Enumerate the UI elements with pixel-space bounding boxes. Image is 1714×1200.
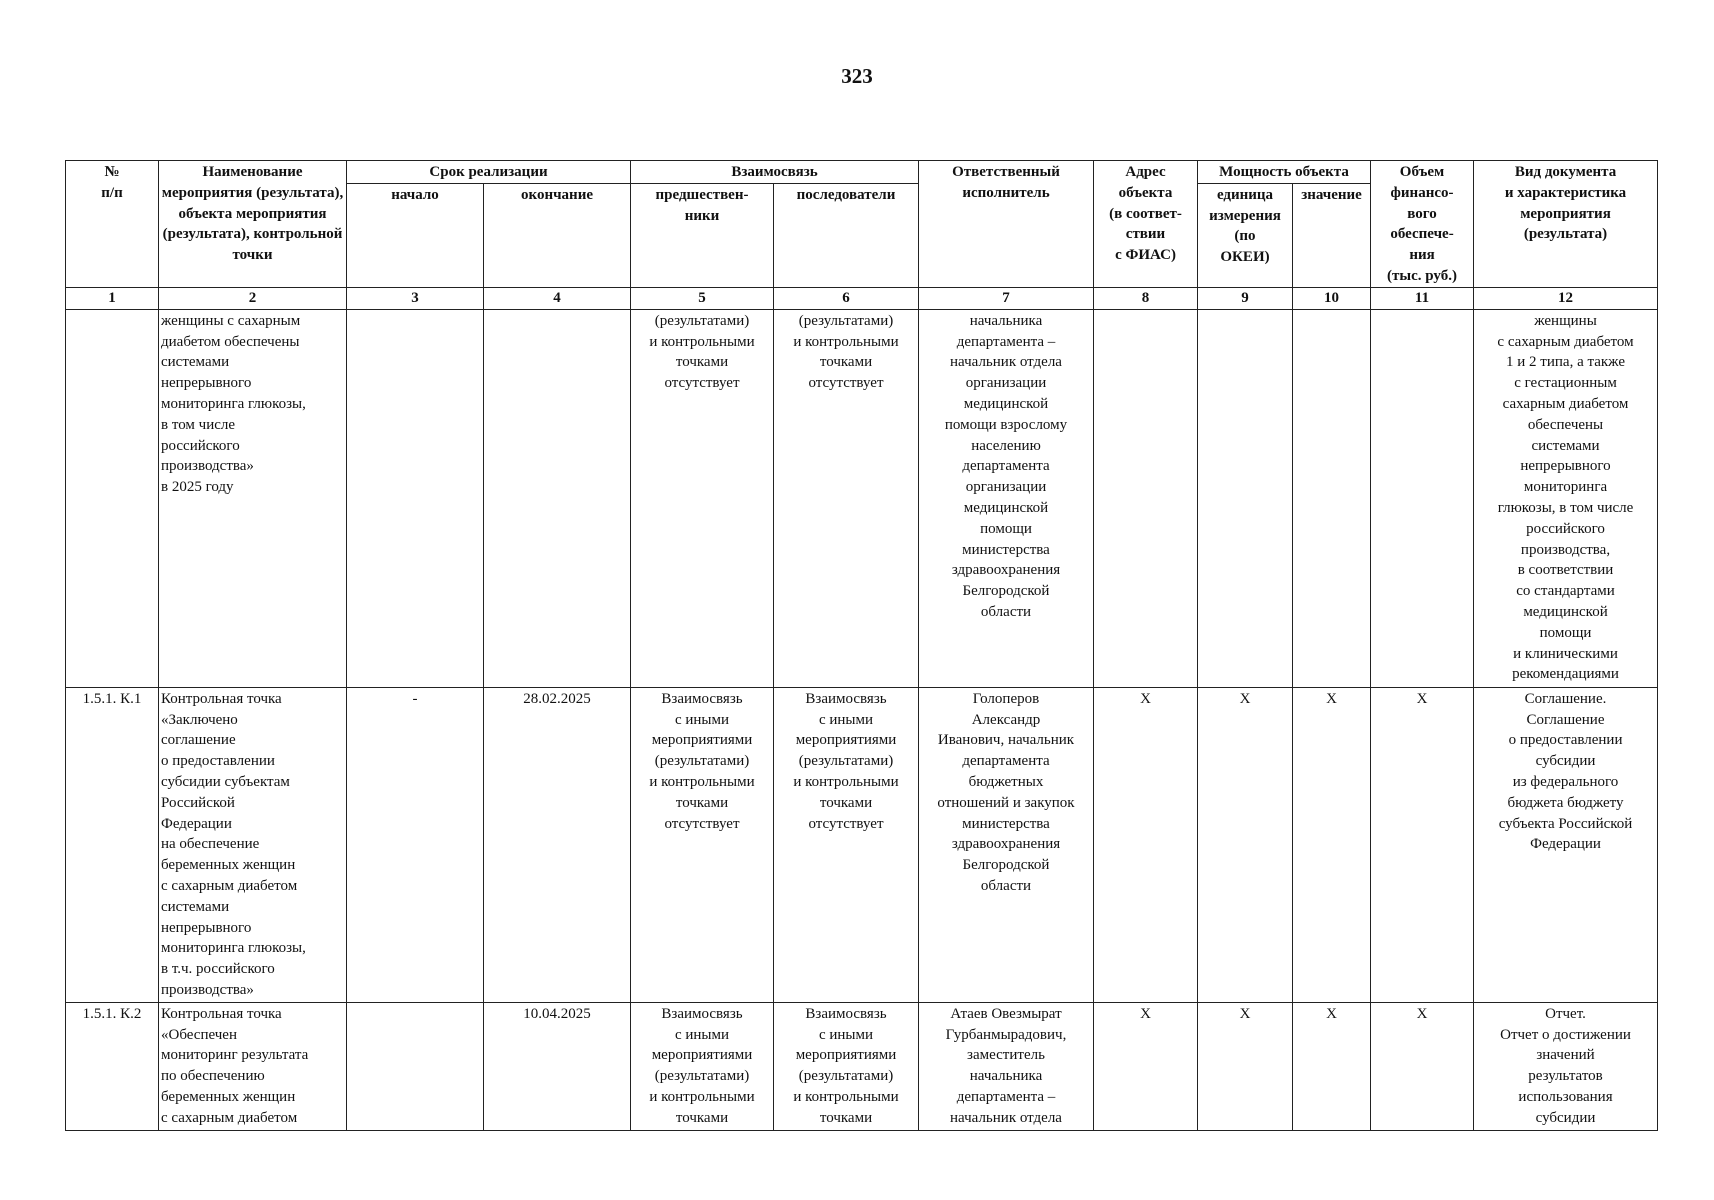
row-finance: X (1371, 687, 1474, 1002)
row-start (347, 309, 484, 687)
col-number: 2 (159, 287, 347, 309)
col-number: 3 (347, 287, 484, 309)
row-num: 1.5.1. К.1 (66, 687, 159, 1002)
row-doc: Соглашение. Соглашение о предоставлении субсидии из федерального бюджета бюджету субъекта Российской Федерации (1474, 687, 1658, 1002)
header-end: окончание (484, 183, 631, 287)
header-doc: Вид документа и характеристика мероприятия (результата) (1474, 161, 1658, 288)
row-address: X (1094, 1002, 1198, 1130)
row-doc: женщины с сахарным диабетом 1 и 2 типа, а также с гестационным сахарным диабетом обеспечены системами непрерывного мониторинга глюкозы, в том числе российского производства, в соответствии со стандартами медицинской помощи и клиническими рекомендациями (1474, 309, 1658, 687)
header-row-1 (66, 161, 1658, 184)
row-executor: Атаев Овезмырат Гурбанмырадович, заместитель начальника департамента – начальник отдела (919, 1002, 1094, 1130)
row-finance: X (1371, 1002, 1474, 1130)
col-number: 4 (484, 287, 631, 309)
row-address (1094, 309, 1198, 687)
page-number: 323 (841, 64, 873, 88)
header-start: начало (347, 183, 484, 287)
header-name: Наименование мероприятия (результата), объекта мероприятия (результата), контрольной точки (159, 161, 347, 288)
row-unit: X (1198, 687, 1293, 1002)
header-period: Срок реализации (347, 161, 631, 184)
row-end (484, 309, 631, 687)
row-predecessors: Взаимосвязь с иными мероприятиями (результатами) и контрольными точками отсутствует (631, 687, 774, 1002)
col-number: 6 (774, 287, 919, 309)
header-finance: Объем финансо- вого обеспече- ния (тыс. руб.) (1371, 161, 1474, 288)
header-num: № п/п (66, 161, 159, 288)
table-row (66, 1002, 1658, 1130)
header-successors: последователи (774, 183, 919, 287)
col-number: 5 (631, 287, 774, 309)
header-value: значение (1293, 183, 1371, 287)
row-doc: Отчет. Отчет о достижении значений результатов использования субсидии (1474, 1002, 1658, 1130)
row-start (347, 1002, 484, 1130)
header-capacity: Мощность объекта (1198, 161, 1371, 184)
row-name: Контрольная точка «Заключено соглашение о предоставлении субсидии субъектам Российской Федерации на обеспечение беременных женщин с сахарным диабетом системами непрерывного мониторинга глюкозы, в т.ч. российского производства» (159, 687, 347, 1002)
row-executor: Голоперов Александр Иванович, начальник департамента бюджетных отношений и закупок министерства здравоохранения Белгородской области (919, 687, 1094, 1002)
col-number: 11 (1371, 287, 1474, 309)
row-unit: X (1198, 1002, 1293, 1130)
row-name: женщины с сахарным диабетом обеспечены системами непрерывного мониторинга глюкозы, в том числе российского производства» в 2025 году (159, 309, 347, 687)
col-number: 12 (1474, 287, 1658, 309)
header-predecessors: предшествен- ники (631, 183, 774, 287)
table-row (66, 687, 1658, 1002)
row-finance (1371, 309, 1474, 687)
row-successors: (результатами) и контрольными точками отсутствует (774, 309, 919, 687)
row-successors: Взаимосвязь с иными мероприятиями (результатами) и контрольными точками (774, 1002, 919, 1130)
row-value (1293, 309, 1371, 687)
row-successors: Взаимосвязь с иными мероприятиями (результатами) и контрольными точками отсутствует (774, 687, 919, 1002)
col-number: 9 (1198, 287, 1293, 309)
row-predecessors: (результатами) и контрольными точками отсутствует (631, 309, 774, 687)
row-num (66, 309, 159, 687)
row-address: X (1094, 687, 1198, 1002)
row-value: X (1293, 1002, 1371, 1130)
row-value: X (1293, 687, 1371, 1002)
row-num: 1.5.1. К.2 (66, 1002, 159, 1130)
row-name: Контрольная точка «Обеспечен мониторинг результата по обеспечению беременных женщин с сахарным диабетом (159, 1002, 347, 1130)
row-end: 28.02.2025 (484, 687, 631, 1002)
header-relation: Взаимосвязь (631, 161, 919, 184)
row-end: 10.04.2025 (484, 1002, 631, 1130)
column-numbers-row (66, 287, 1658, 309)
col-number: 10 (1293, 287, 1371, 309)
row-unit (1198, 309, 1293, 687)
table-row (66, 309, 1658, 687)
col-number: 1 (66, 287, 159, 309)
header-unit: единица измерения (по ОКЕИ) (1198, 183, 1293, 287)
row-predecessors: Взаимосвязь с иными мероприятиями (результатами) и контрольными точками (631, 1002, 774, 1130)
activities-table (65, 160, 1658, 1131)
row-start: - (347, 687, 484, 1002)
header-address: Адрес объекта (в соответ- ствии с ФИАС) (1094, 161, 1198, 288)
col-number: 7 (919, 287, 1094, 309)
col-number: 8 (1094, 287, 1198, 309)
header-executor: Ответственный исполнитель (919, 161, 1094, 288)
row-executor: начальника департамента – начальник отдела организации медицинской помощи взрослому населению департамента организации медицинской помощи министерства здравоохранения Белгородской области (919, 309, 1094, 687)
